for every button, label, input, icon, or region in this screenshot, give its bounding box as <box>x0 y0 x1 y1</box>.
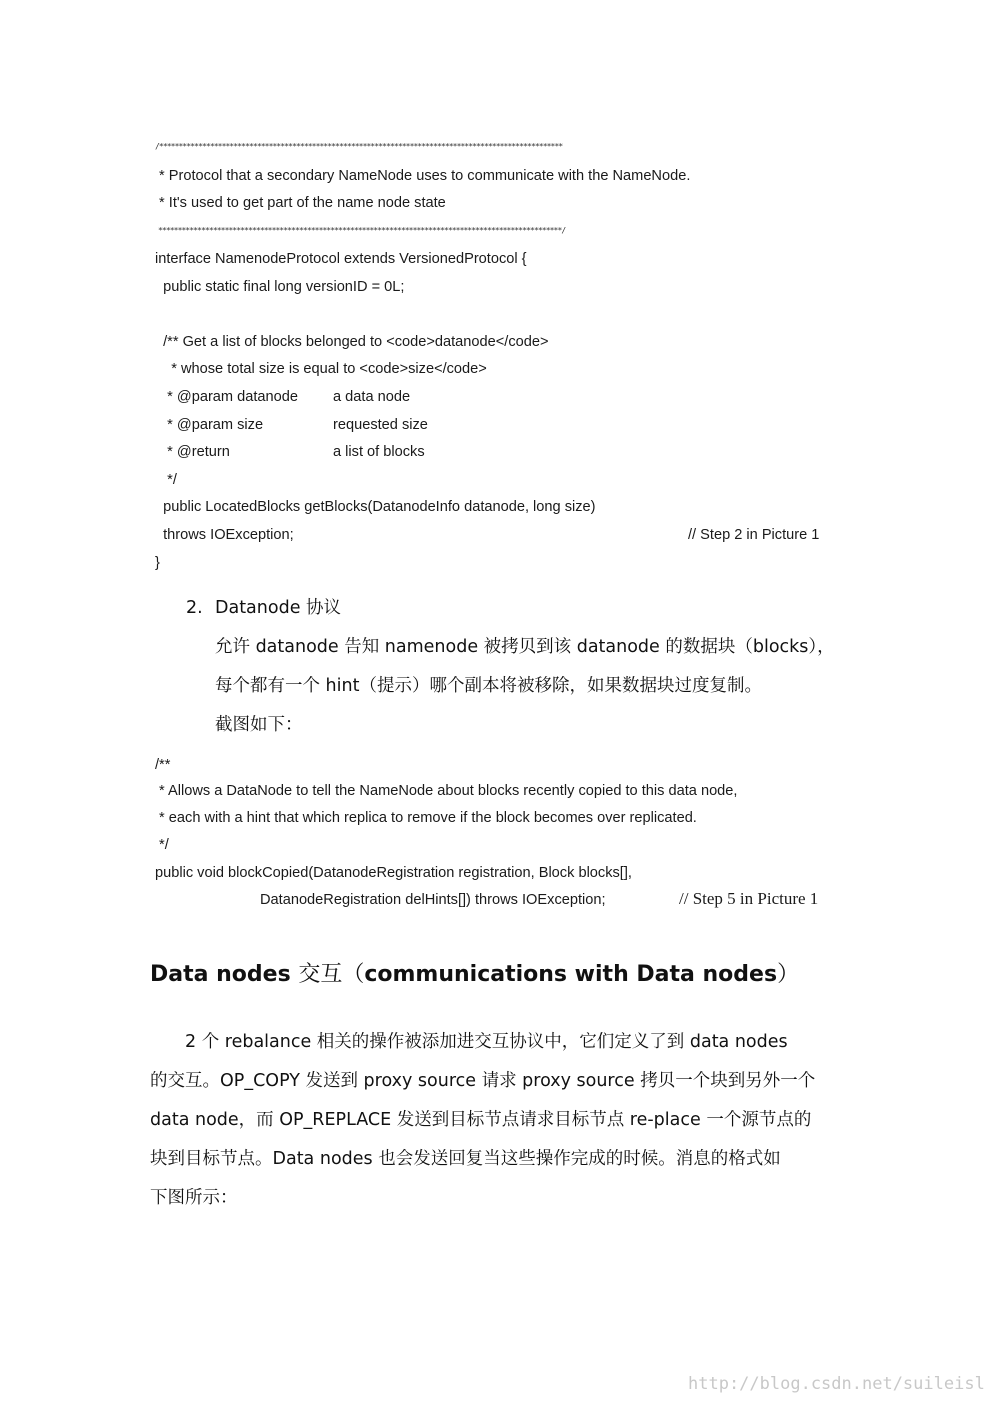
code-line: */ <box>155 472 177 488</box>
paragraph-line: 下图所示： <box>150 1188 238 1208</box>
code-param-desc: a data node <box>333 389 411 405</box>
code-step-comment: // Step 5 in Picture 1 <box>679 889 819 908</box>
comment-star-border-top: /******************************************************************************************************* <box>155 142 563 151</box>
code-line: interface NamenodeProtocol extends VersionedProtocol { <box>155 251 527 267</box>
paragraph-line: 每个都有一个 hint（提示）哪个副本将被移除，如果数据块过度复制。 <box>215 676 762 696</box>
section-number: 2. <box>186 598 203 618</box>
code-line: * Allows a DataNode to tell the NameNode about blocks recently copied to this data node, <box>155 783 738 799</box>
code-line: throws IOException; <box>155 527 294 543</box>
code-step-comment: // Step 2 in Picture 1 <box>688 527 820 543</box>
watermark-url: http://blog.csdn.net/suileisl <box>688 1374 985 1394</box>
code-line: public void blockCopied(DatanodeRegistration registration, Block blocks[], <box>155 865 632 881</box>
code-param-desc: requested size <box>333 417 428 433</box>
code-line: * whose total size is equal to <code>size</code> <box>155 361 487 377</box>
paragraph-line: 块到目标节点。Data nodes 也会发送回复当这些操作完成的时候。消息的格式如 <box>150 1149 781 1169</box>
paragraph-line: 允许 datanode 告知 namenode 被拷贝到该 datanode 的数据块（blocks）， <box>215 637 835 657</box>
code-param-desc: a list of blocks <box>333 444 425 460</box>
section-heading <box>150 961 799 989</box>
comment-star-border-bottom: *******************************************************************************************************/ <box>158 226 566 235</box>
code-line: public LocatedBlocks getBlocks(DatanodeInfo datanode, long size) <box>155 499 596 515</box>
code-line: public static final long versionID = 0L; <box>155 279 405 295</box>
code-line: /** Get a list of blocks belonged to <code>datanode</code> <box>155 334 549 350</box>
code-line: */ <box>155 837 169 853</box>
code-line: DatanodeRegistration delHints[]) throws IOException; <box>260 892 606 908</box>
code-line: * It's used to get part of the name node state <box>155 195 446 211</box>
paragraph-line: 截图如下： <box>215 715 303 735</box>
code-param-tag: * @param size <box>155 417 264 433</box>
code-line: * Protocol that a secondary NameNode uses to communicate with the NameNode. <box>155 168 691 184</box>
paragraph-line: 2 个 rebalance 相关的操作被添加进交互协议中，它们定义了到 data nodes <box>185 1032 788 1052</box>
code-line: * each with a hint that which replica to remove if the block becomes over replicated. <box>155 810 697 826</box>
code-line: } <box>155 555 160 571</box>
code-param-tag: * @return <box>155 444 230 460</box>
heading-part: Data nodes <box>150 962 299 987</box>
heading-part: 交互（ <box>298 962 365 987</box>
paragraph-line: data node，而 OP_REPLACE 发送到目标节点请求目标节点 re-place 一个源节点的 <box>150 1110 812 1130</box>
heading-part: communications with Data nodes <box>364 962 778 987</box>
code-line: /** <box>155 757 171 773</box>
paragraph-line: 的交互。OP_COPY 发送到 proxy source 请求 proxy source 拷贝一个块到另外一个 <box>150 1071 816 1091</box>
section-title: Datanode 协议 <box>215 598 342 618</box>
heading-part: ） <box>777 962 800 987</box>
code-param-tag: * @param datanode <box>155 389 299 405</box>
